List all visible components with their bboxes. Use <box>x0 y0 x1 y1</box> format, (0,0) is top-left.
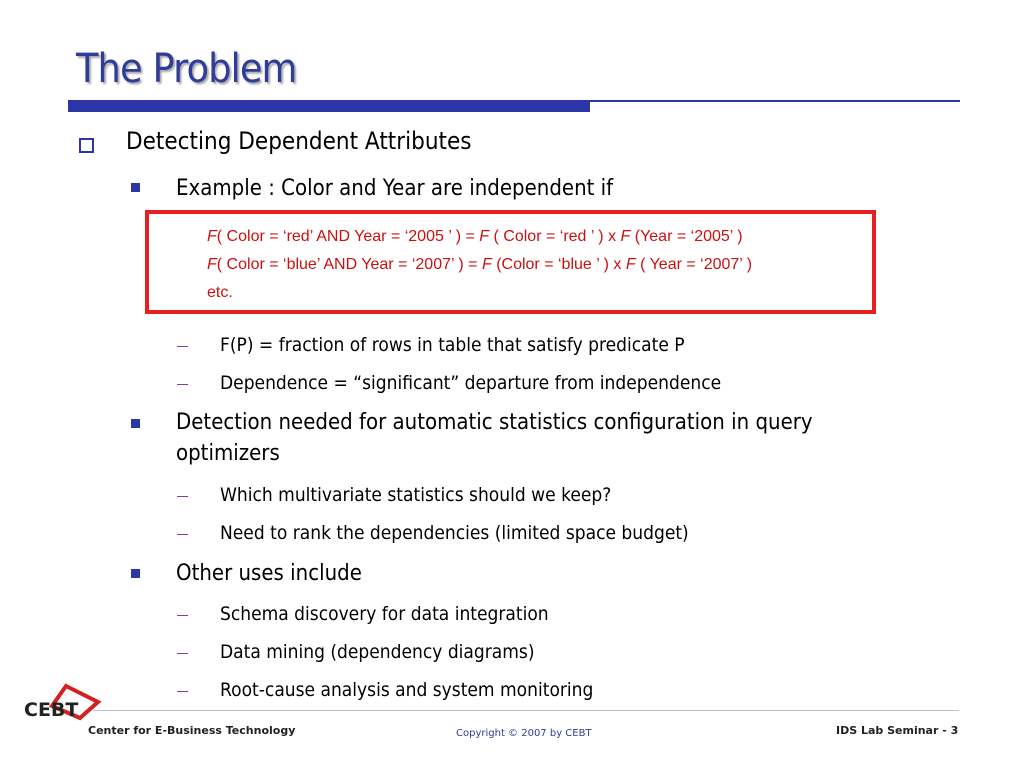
formula-text: ( Color = ‘blue’ AND Year = ‘2007’ ) = <box>216 256 482 273</box>
formula-fn: F <box>207 228 217 245</box>
dash-bullet-icon <box>177 615 188 616</box>
sub-bullet-multivariate: Which multivariate statistics should we keep? <box>220 484 612 506</box>
sub-bullet-fp: F(P) = fraction of rows in table that satisfy predicate P <box>220 334 685 356</box>
title-rule-thick <box>68 100 590 112</box>
sub-bullet-root-cause: Root-cause analysis and system monitoring <box>220 679 594 701</box>
detection-text-line2: optimizers <box>176 441 280 466</box>
formula-text: ( Year = ‘2007’ ) <box>635 256 753 273</box>
square-bullet-icon <box>131 569 140 578</box>
dash-bullet-icon <box>177 653 188 654</box>
hollow-square-bullet-icon <box>79 138 94 153</box>
formula-text: ( Color = ‘red ’ ) x <box>489 228 621 245</box>
formula-fn: F <box>625 256 636 273</box>
formula-line-1 <box>207 228 743 246</box>
formula-line-2 <box>207 256 752 274</box>
formula-fn: F <box>207 256 217 273</box>
other-uses-text: Other uses include <box>176 561 362 586</box>
sub-bullet-data-mining: Data mining (dependency diagrams) <box>220 641 535 663</box>
formula-text: (Year = ‘2005’ ) <box>630 228 743 245</box>
logo-text: CEBT <box>24 699 79 721</box>
sub-bullet-dependence: Dependence = “significant” departure from independence <box>220 372 722 394</box>
footer-organization: Center for E-Business Technology <box>88 724 296 737</box>
sub-bullet-schema: Schema discovery for data integration <box>220 603 549 625</box>
formula-text: ( Color = ‘red’ AND Year = ‘2005 ’ ) = <box>216 228 480 245</box>
square-bullet-icon <box>131 419 140 428</box>
dash-bullet-icon <box>177 496 188 497</box>
formula-text: (Color = ‘blue ’ ) x <box>491 256 626 273</box>
footer-copyright: Copyright © 2007 by CEBT <box>456 728 592 739</box>
dash-bullet-icon <box>177 346 188 347</box>
formula-fn: F <box>479 228 490 245</box>
square-bullet-icon <box>131 183 140 192</box>
formula-fn: F <box>620 228 631 245</box>
dash-bullet-icon <box>177 691 188 692</box>
detection-text-line1: Detection needed for automatic statistics configuration in query <box>176 410 813 435</box>
formula-etc: etc. <box>207 284 233 301</box>
slide-title: The Problem <box>76 46 297 92</box>
title-rule-thin <box>590 100 960 102</box>
dash-bullet-icon <box>177 534 188 535</box>
main-bullet-text: Detecting Dependent Attributes <box>126 127 472 155</box>
cebt-logo-icon <box>22 682 102 724</box>
formula-fn: F <box>481 256 492 273</box>
dash-bullet-icon <box>177 384 188 385</box>
footer-divider <box>93 710 959 711</box>
example-text: Example : Color and Year are independent if <box>176 176 614 201</box>
footer-page-label: IDS Lab Seminar - 3 <box>836 724 959 737</box>
sub-bullet-rank: Need to rank the dependencies (limited space budget) <box>220 522 689 544</box>
